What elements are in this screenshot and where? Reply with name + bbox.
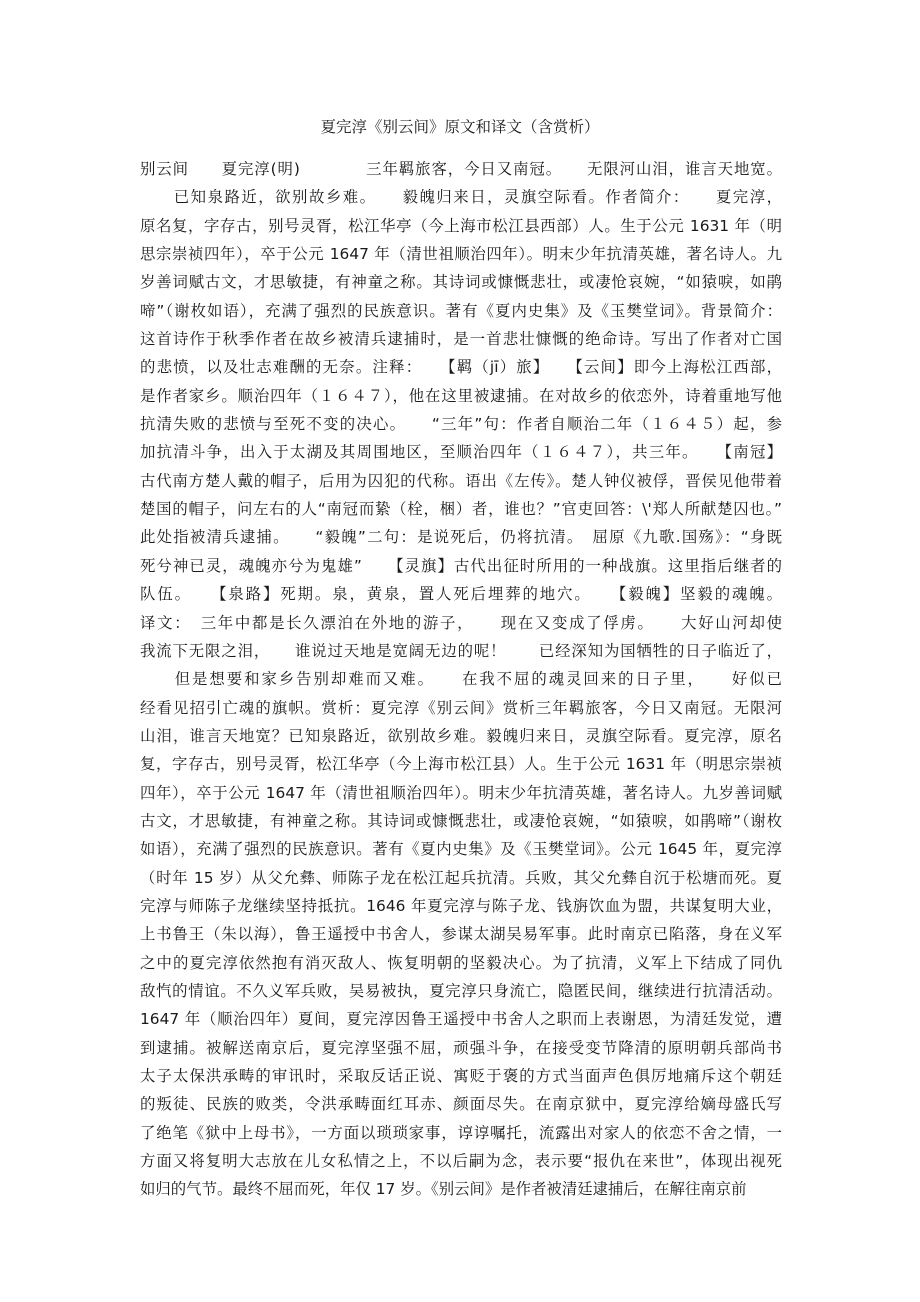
text-line: 敌忾的情谊。不久义军兵败，吴易被执，夏完淳只身流亡，隐匿民间，继续进行抗清活动。 — [140, 981, 782, 1000]
text-line: 死兮神已灵，魂魄亦兮为鬼雄” 【灵旗】古代出征时所用的一种战旗。这里指后继者的 — [140, 556, 782, 575]
text-line: 但是想要和家乡告别却难而又难。 在我不屈的魂灵回来的日子里， 好似已 — [140, 670, 782, 689]
text-line: 是作者家乡。顺治四年（１６４７），他在这里被逮捕。在对故乡的依恋外，诗着重地写他 — [140, 386, 782, 405]
text-line: 复，字存古，别号灵胥，松江华亭（今上海市松江县）人。生于公元 1631 年（明思宗崇祯 — [140, 755, 782, 774]
text-line: 山泪，谁言天地宽？已知泉路近，欲别故乡难。毅魄归来日，灵旗空际看。夏完淳，原名 — [140, 726, 782, 745]
document-body — [140, 155, 782, 1204]
text-line: 方面又将复明大志放在儿女私情之上，不以后嗣为念，表示要“报仇在来世”，体现出视死 — [140, 1152, 782, 1171]
text-line: 的叛徒、民族的败类，令洪承畴面红耳赤、颜面尽失。在南京狱中，夏完淳给嫡母盛氏写 — [140, 1095, 782, 1114]
text-line: 到逮捕。被解送南京后，夏完淳坚强不屈，顽强斗争，在接受变节降清的原明朝兵部尚书 — [140, 1038, 782, 1057]
text-line: 的悲愤，以及壮志难酬的无奈。注释： 【羁（jī）旅】 【云间】即今上海松江西部， — [140, 358, 782, 377]
text-line: 楚国的帽子，问左右的人“南冠而絷（栓，梱）者，谁也？”官吏回答：\'郑人所献楚囚也。” — [140, 500, 782, 519]
text-line: 抗清失败的悲愤与至死不变的决心。 “三年”句：作者自顺治二年（１６４５）起，参 — [140, 415, 782, 434]
text-line: 了绝笔《狱中上母书》，一方面以琐琐家事，谆谆嘱托，流露出对家人的依恋不舍之情，一 — [140, 1123, 782, 1142]
text-line: 太子太保洪承畴的审讯时，采取反话正说、寓贬于褒的方式当面声色俱厉地痛斥这个朝廷 — [140, 1067, 782, 1085]
text-line: 如归的气节。最终不屈而死，年仅 17 岁。《别云间》是作者被清廷逮捕后，在解往南京前 — [140, 1180, 747, 1199]
text-line: 我流下无限之泪， 谁说过天地是宽阔无边的呢！ 已经深知为国牺牲的日子临近了， — [140, 641, 782, 660]
text-line: （时年 15 岁）从父允彝、师陈子龙在松江起兵抗清。兵败，其父允彝自沉于松塘而死。夏 — [140, 868, 782, 887]
text-line: 此处指被清兵逮捕。 “毅魄”二句：是说死后，仍将抗清。 屈原《九歌.国殇》：“身既 — [140, 528, 782, 547]
text-line: 别云间 夏完淳(明) 三年羁旅客，今日又南冠。 无限河山泪，谁言天地宽。 — [140, 160, 782, 178]
text-line: 1647 年（顺治四年）夏间，夏完淳因鲁王遥授中书舍人之职而上表谢恩，为清廷发觉，遭 — [140, 1010, 782, 1029]
document-title: 夏完淳《别云间》原文和译文（含赏析） — [320, 118, 600, 136]
text-line: 啼”（谢枚如语），充满了强烈的民族意识。著有《夏内史集》及《玉樊堂词》。背景简介： — [140, 301, 782, 320]
text-line: 四年），卒于公元 1647 年（清世祖顺治四年）。明末少年抗清英雄，著名诗人。九岁善词赋 — [140, 783, 782, 802]
text-line: 思宗崇祯四年），卒于公元 1647 年（清世祖顺治四年）。明末少年抗清英雄，著名诗人。九 — [140, 245, 782, 264]
text-line: 之中的夏完淳依然抱有消灭敌人、恢复明朝的坚毅决心。为了抗清，义军上下结成了同仇 — [140, 953, 782, 972]
text-line: 译文： 三年中都是长久漂泊在外地的游子， 现在又变成了俘虏。 大好山河却使 — [140, 613, 782, 632]
text-line: 加抗清斗争，出入于太湖及其周围地区，至顺治四年（１６４７），共三年。 【南冠】 — [140, 443, 782, 462]
text-line: 经看见招引亡魂的旗帜。赏析：夏完淳《别云间》赏析三年羁旅客，今日又南冠。无限河 — [140, 698, 782, 717]
text-line: 已知泉路近，欲别故乡难。 毅魄归来日，灵旗空际看。作者简介： 夏完淳， — [140, 188, 782, 207]
text-line: 上书鲁王（朱以海），鲁王遥授中书舍人，参谋太湖吴易军事。此时南京已陷落，身在义军 — [140, 925, 782, 944]
text-line: 这首诗作于秋季作者在故乡被清兵逮捕时，是一首悲壮慷慨的绝命诗。写出了作者对亡国 — [140, 330, 782, 349]
text-line: 完淳与师陈子龙继续坚持抵抗。1646 年夏完淳与陈子龙、钱旃饮血为盟，共谋复明大业， — [140, 896, 782, 915]
text-line: 古代南方楚人戴的帽子，后用为囚犯的代称。语出《左传》。楚人钟仪被俘，晋侯见他带着 — [140, 471, 782, 490]
text-line: 如语），充满了强烈的民族意识。著有《夏内史集》及《玉樊堂词》。公元 1645 年，夏完淳 — [140, 840, 782, 859]
text-line: 古文，才思敏捷，有神童之称。其诗词或慷慨悲壮，或凄怆哀婉，“如猿唳，如鹃啼”（谢枚 — [140, 811, 782, 830]
text-line: 岁善词赋古文，才思敏捷，有神童之称。其诗词或慷慨悲壮，或凄怆哀婉，“如猿唳，如鹃 — [140, 273, 782, 292]
text-line: 队伍。 【泉路】死期。泉，黄泉，置人死后埋葬的地穴。 【毅魄】坚毅的魂魄。 — [140, 585, 782, 604]
text-line: 原名复，字存古，别号灵胥，松江华亭（今上海市松江县西部）人。生于公元 1631 年（明 — [140, 216, 782, 235]
